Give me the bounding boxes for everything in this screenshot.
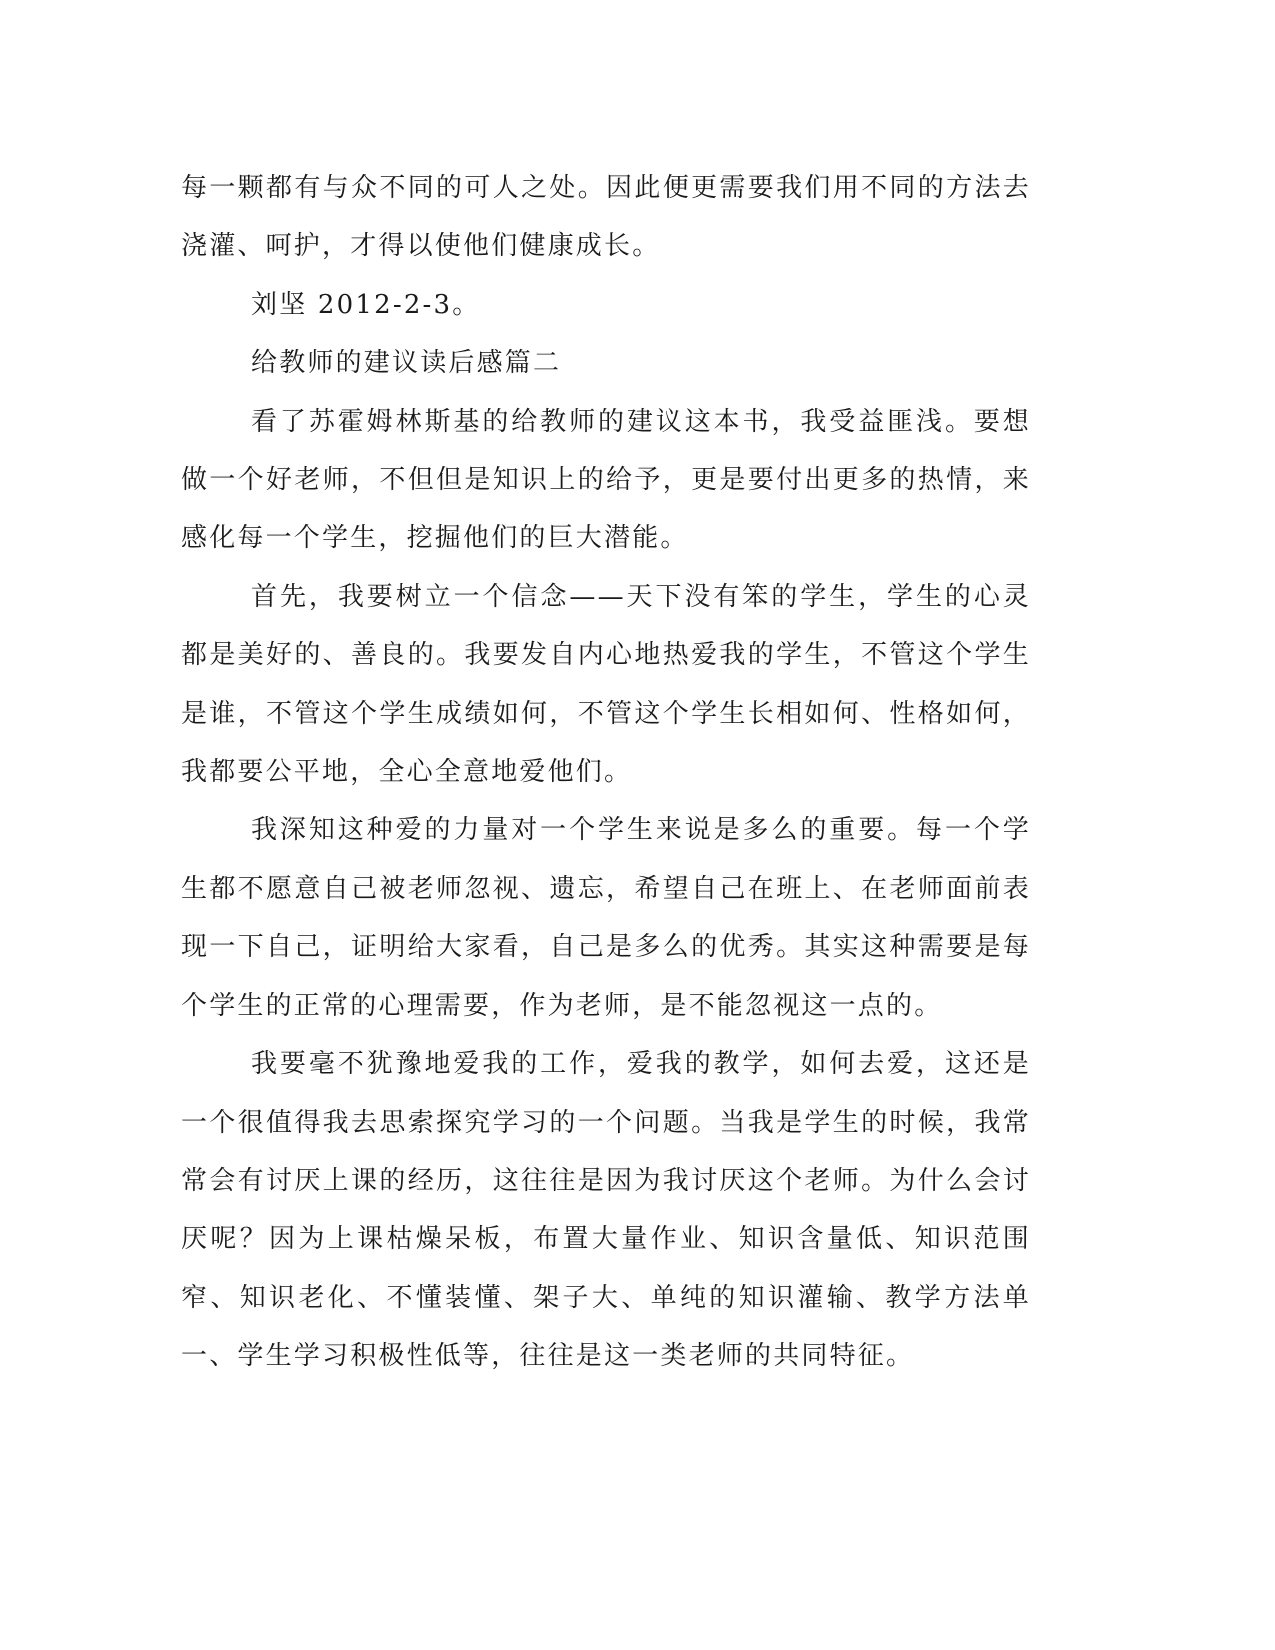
paragraph-power-of-love: 我深知这种爱的力量对一个学生来说是多么的重要。每一个学生都不愿意自己被老师忽视、遗忘，希望自己在班上、在老师面前表现一下自己，证明给大家看，自己是多么的优秀。其实这种需要是每个学生的正常的心理需要，作为老师，是不能忽视这一点的。 (181, 815, 1031, 1021)
paragraph-love-work: 我要毫不犹豫地爱我的工作，爱我的教学，如何去爱，这还是一个很值得我去思索探究学习的一个问题。当我是学生的时候，我常常会有讨厌上课的经历，这往往是因为我讨厌这个老师。为什么会讨厌呢？因为上课枯燥呆板，布置大量作业、知识含量低、知识范围窄、知识老化、不懂装懂、架子大、单纯的知识灌输、教学方法单一、学生学习积极性低等，往往是这一类老师的共同特征。 (181, 1049, 1031, 1372)
paragraph-continuation: 每一颗都有与众不同的可人之处。因此便更需要我们用不同的方法去浇灌、呵护，才得以使他们健康成长。 (181, 173, 1031, 262)
paragraph-intro: 看了苏霍姆林斯基的给教师的建议这本书，我受益匪浅。要想做一个好老师，不但但是知识上的给予，更是要付出更多的热情，来感化每一个学生，挖掘他们的巨大潜能。 (181, 406, 1031, 554)
signature-date-line: 刘坚 2012-2-3。 (251, 289, 481, 320)
paragraph-belief: 首先，我要树立一个信念——天下没有笨的学生，学生的心灵都是美好的、善良的。我要发自内心地热爱我的学生，不管这个学生是谁，不管这个学生成绩如何，不管这个学生长相如何、性格如何，我都要公平地，全心全意地爱他们。 (181, 581, 1031, 788)
section-title: 给教师的建议读后感篇二 (251, 348, 562, 379)
document-body (181, 159, 1031, 1386)
